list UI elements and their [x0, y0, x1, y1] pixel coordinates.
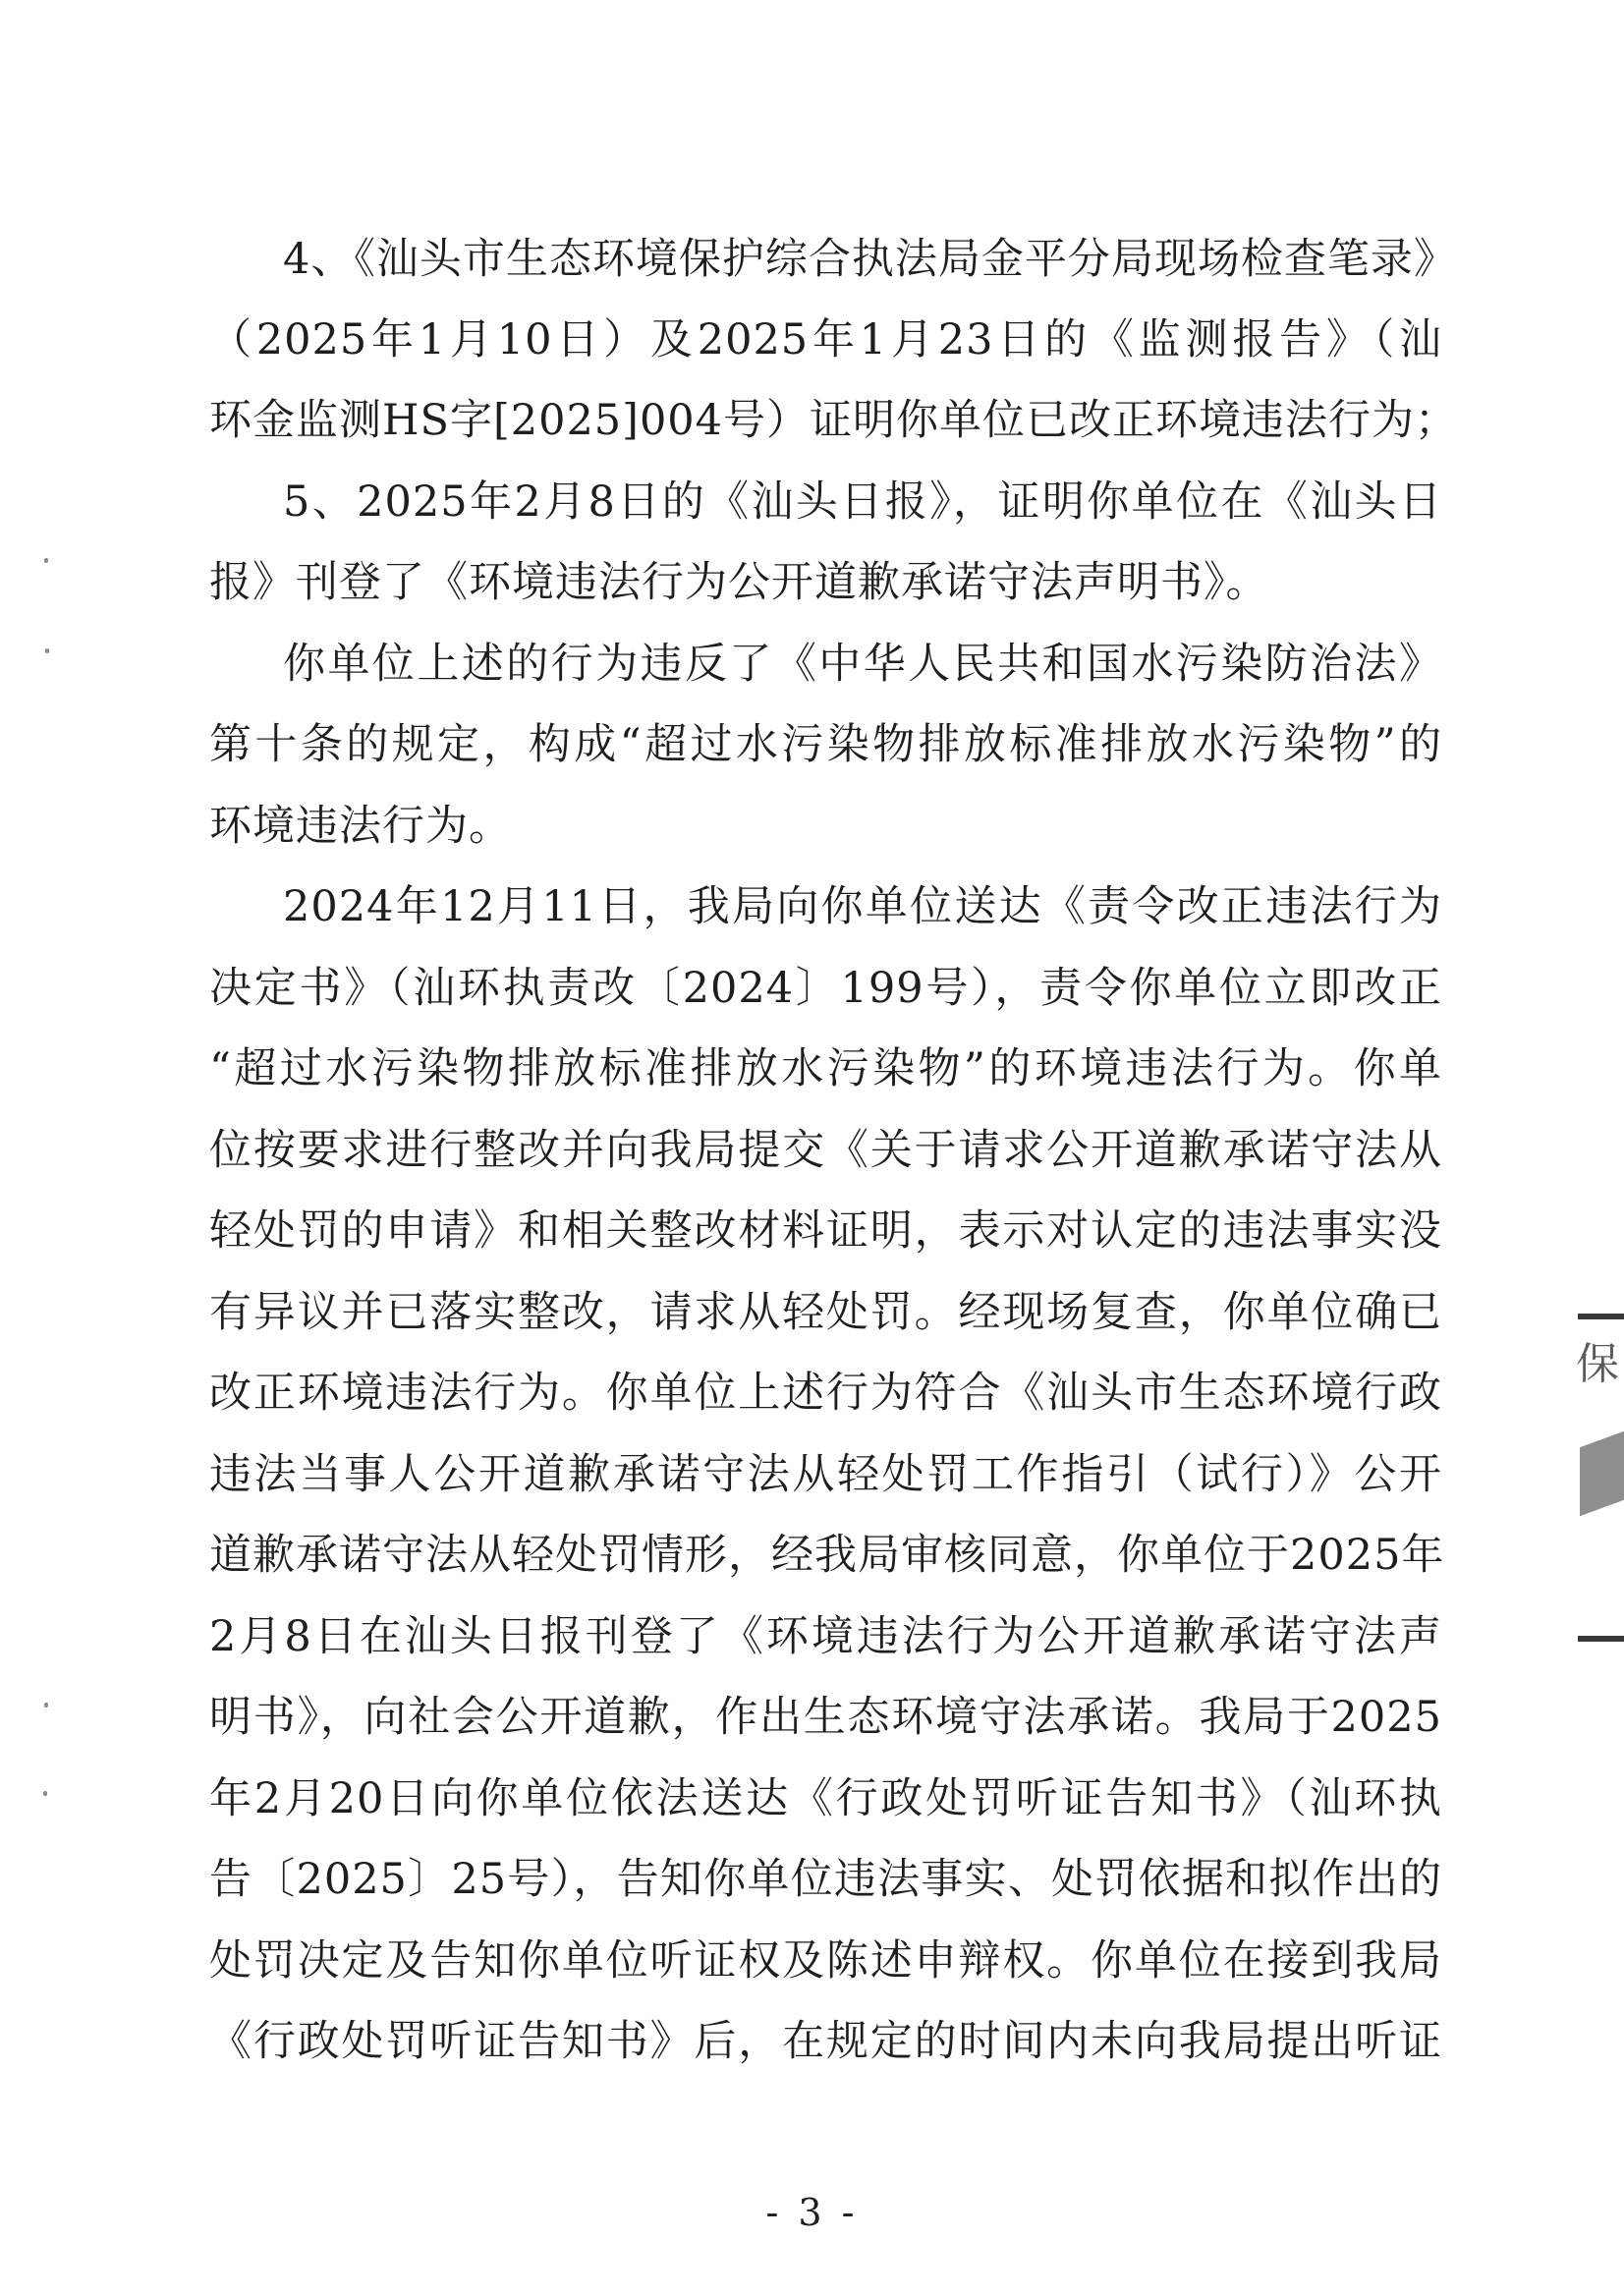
text-line: “超过水污染物排放标准排放水污染物”的环境违法行为。你单	[209, 1044, 1442, 1093]
scan-speck	[44, 558, 48, 563]
scan-speck	[44, 1703, 48, 1707]
seal-border	[1578, 1314, 1624, 1319]
text-line: 改正环境违法行为。你单位上述行为符合《汕头市生态环境行政	[209, 1369, 1442, 1418]
text-line: （2025年1月10日）及2025年1月23日的《监测报告》（汕	[209, 315, 1442, 364]
text-line: 你单位上述的行为违反了《中华人民共和国水污染防治法》	[283, 640, 1442, 689]
text-line: 处罚决定及告知你单位听证权及陈述申辩权。你单位在接到我局	[209, 1936, 1442, 1986]
text-line: 报》刊登了《环境违法行为公开道歉承诺守法声明书》。	[209, 558, 1269, 607]
text-line: 告〔2025〕25号），告知你单位违法事实、处罚依据和拟作出的	[209, 1855, 1442, 1904]
text-line: 位按要求进行整改并向我局提交《关于请求公开道歉承诺守法从	[209, 1126, 1442, 1175]
text-line: 道歉承诺守法从轻处罚情形，经我局审核同意，你单位于2025年	[209, 1531, 1445, 1580]
text-line: 《行政处罚听证告知书》后，在规定的时间内未向我局提出听证	[209, 2017, 1442, 2066]
seal-border	[1578, 1636, 1624, 1642]
text-line: 环境违法行为。	[209, 802, 512, 851]
seal-glyph: 保	[1576, 1339, 1619, 1389]
text-line: 2024年12月11日，我局向你单位送达《责令改正违法行为	[283, 882, 1442, 931]
text-line: 4、《汕头市生态环境保护综合执法局金平分局现场检查笔录》	[283, 235, 1457, 284]
text-line: 2月8日在汕头日报刊登了《环境违法行为公开道歉承诺守法声	[209, 1612, 1442, 1661]
seal-fragment	[1572, 1312, 1624, 1646]
text-line: 有异议并已落实整改，请求从轻处罚。经现场复查，你单位确已	[209, 1288, 1442, 1337]
text-line: 5、2025年2月8日的《汕头日报》，证明你单位在《汕头日	[283, 477, 1442, 527]
page-number: - 3 -	[765, 2191, 859, 2234]
seal-ink	[1580, 1431, 1624, 1516]
text-line: 第十条的规定，构成“超过水污染物排放标准排放水污染物”的	[209, 720, 1442, 769]
text-line: 环金监测HS字[2025]004号）证明你单位已改正环境违法行为；	[209, 396, 1459, 445]
text-line: 明书》，向社会公开道歉，作出生态环境守法承诺。我局于2025	[209, 1693, 1442, 1742]
text-line: 违法当事人公开道歉承诺守法从轻处罚工作指引（试行）》公开	[209, 1450, 1442, 1499]
text-line: 轻处罚的申请》和相关整改材料证明，表示对认定的违法事实没	[209, 1206, 1442, 1256]
text-line: 年2月20日向你单位依法送达《行政处罚听证告知书》（汕环执	[209, 1774, 1442, 1823]
text-line: 决定书》（汕环执责改〔2024〕199号），责令你单位立即改正	[209, 964, 1442, 1013]
scan-speck	[43, 1791, 47, 1796]
scan-speck	[45, 648, 49, 653]
